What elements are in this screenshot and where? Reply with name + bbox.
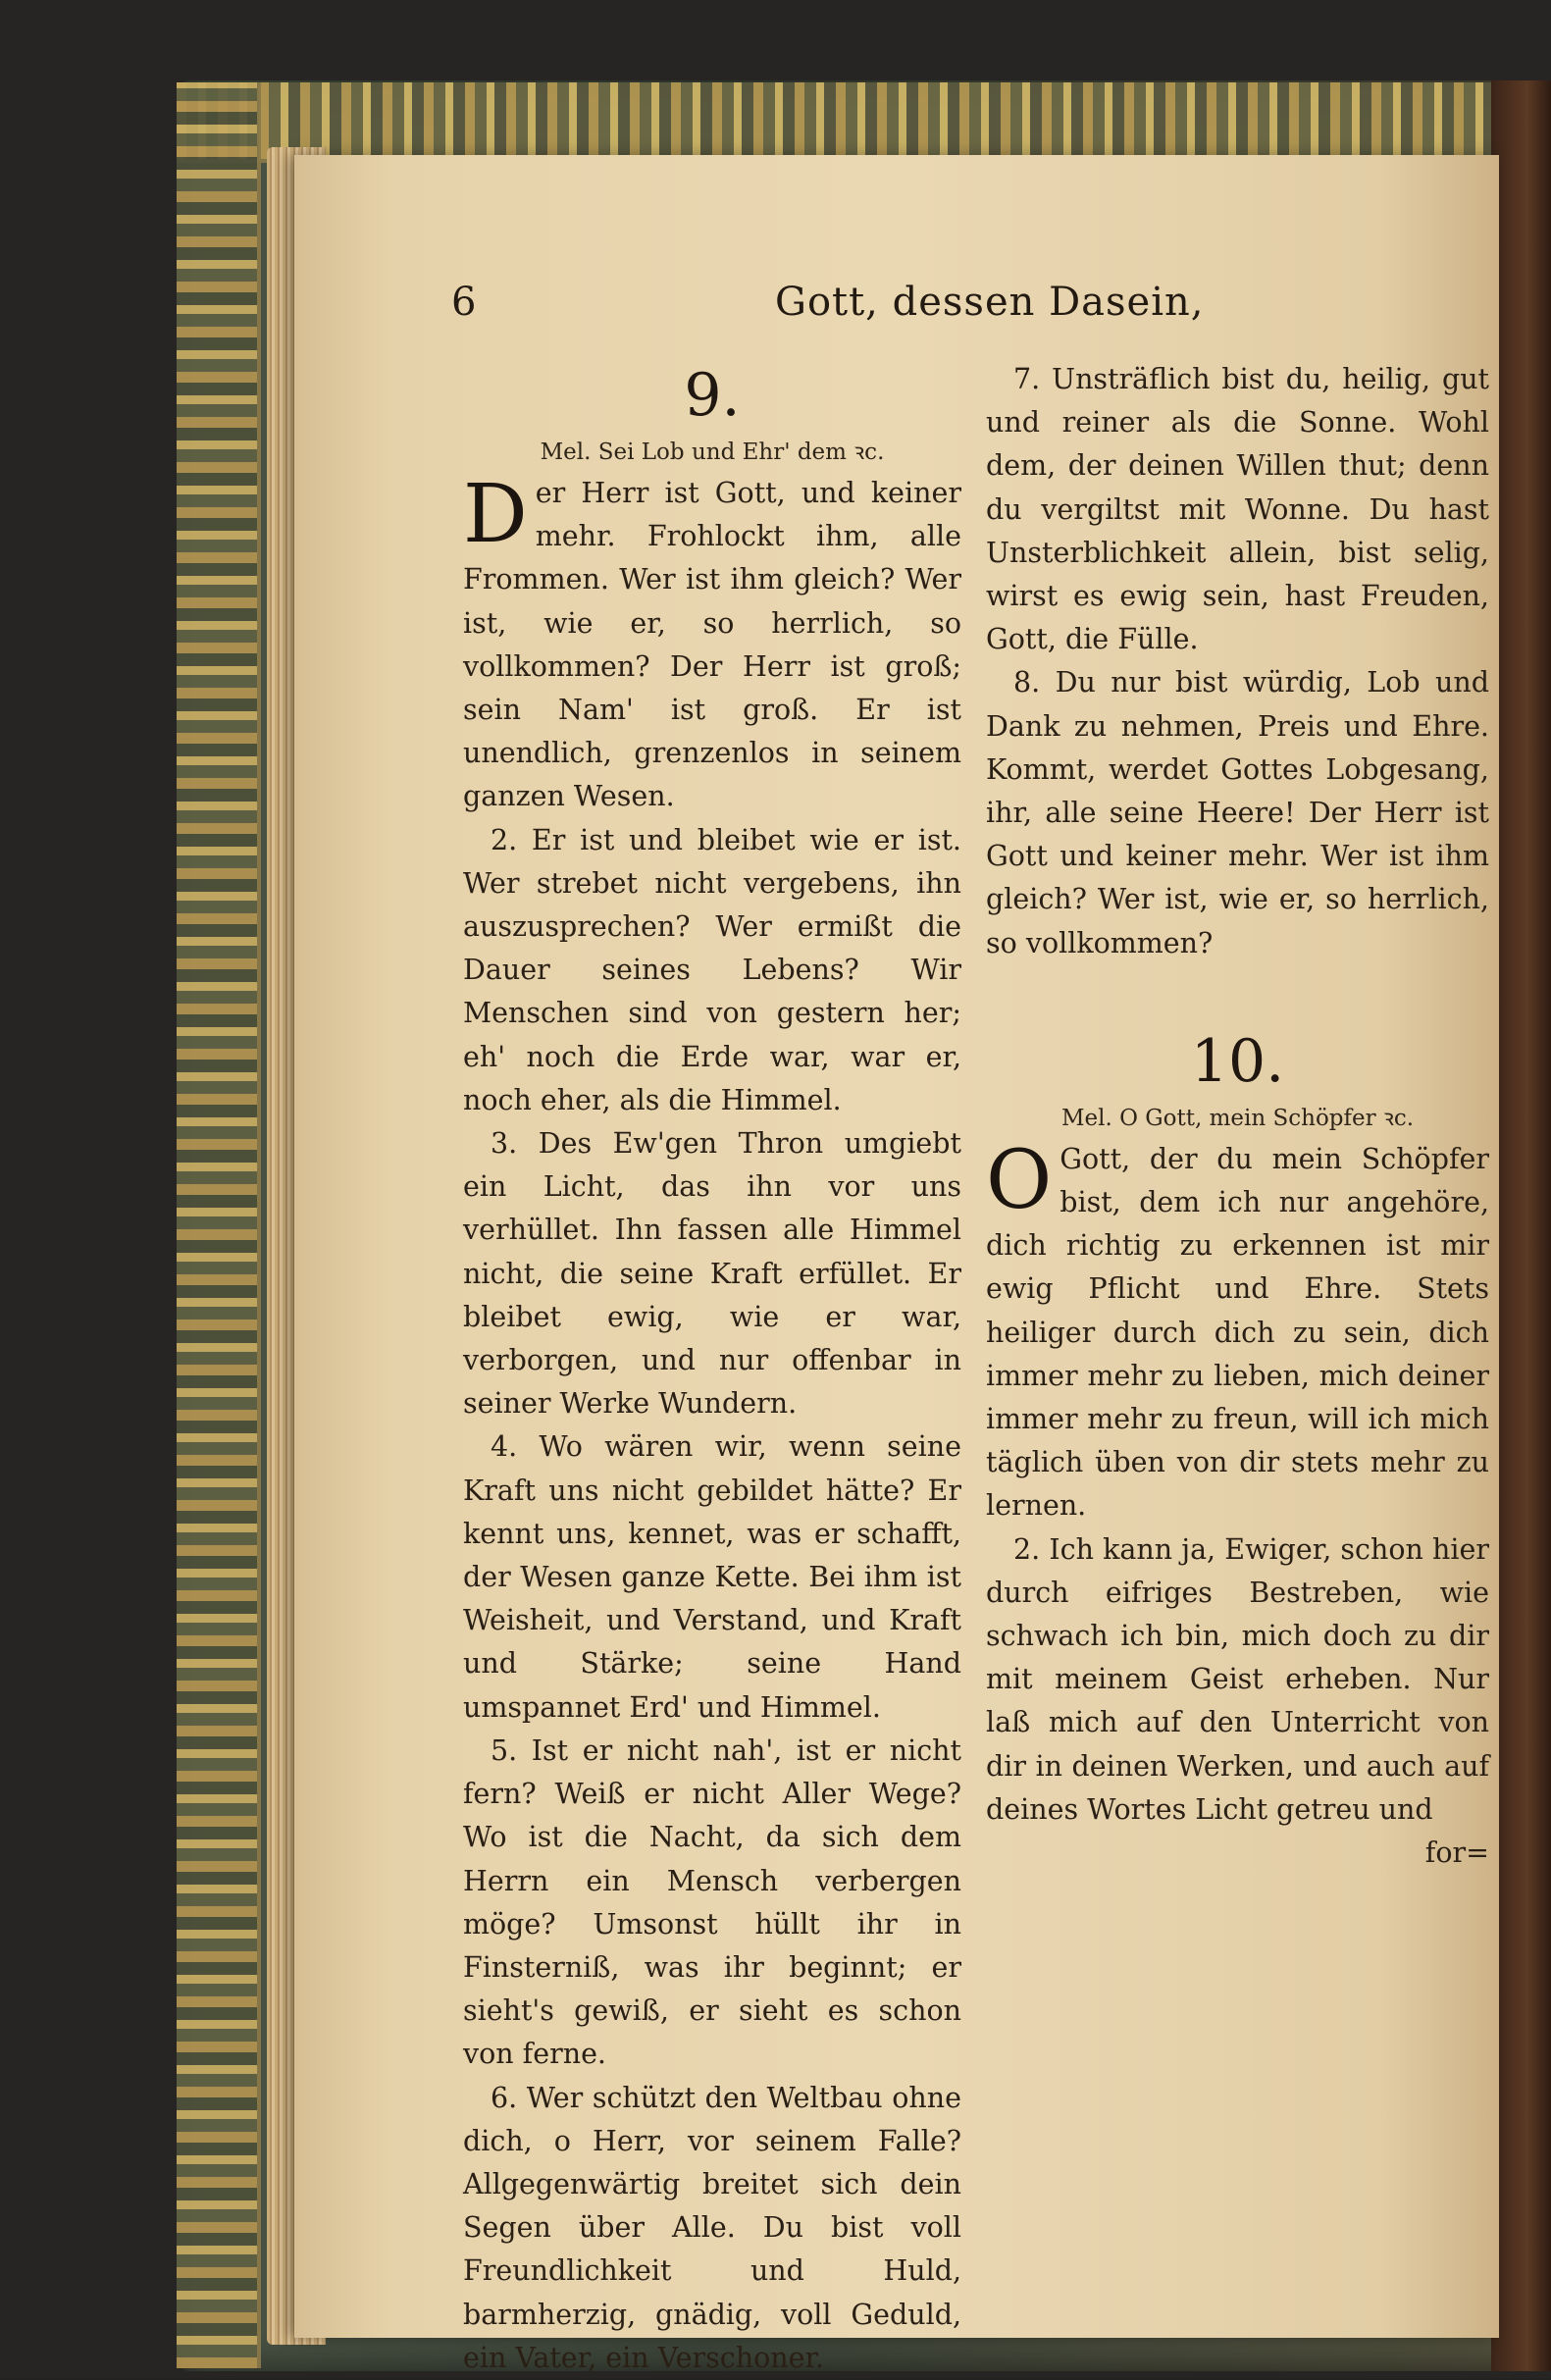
hymn-9-verse-1	[463, 468, 961, 819]
hymn-10-verse-2: 2. Ich kann ja, Ewiger, schon hier durch eifriges Bestreben, wie schwach ich bin, mich doch zu dir mit meinem Geist erheben. Nur laß mich auf den Unterricht von dir in deinen Werken, und auch auf deines Wortes Licht getreu und	[986, 1532, 1489, 1826]
page-header	[451, 280, 1452, 329]
decorative-border-left	[177, 82, 261, 2368]
hymn-9-verse-4: 4. Wo wären wir, wenn seine Kraft uns nicht gebildet hätte? Er kennt uns, kennet, was er schafft, der Wesen ganze Kette. Bei ihm ist Weisheit, und Verstand, und Kraft und Stärke; seine Hand umspannet Erd' und Himmel.	[463, 1430, 961, 1724]
hymn-10-verse-1	[986, 1133, 1489, 1528]
book-spine	[1491, 80, 1551, 2371]
hymn-10-melody: Mel. O Gott, mein Schöpfer ꝛc.	[1060, 1105, 1415, 1131]
catchword: for=	[1424, 1837, 1489, 1870]
running-title: Gott, dessen Dasein,	[775, 280, 1205, 325]
hymn-9-verse-3: 3. Des Ew'gen Thron umgiebt ein Licht, das ihn vor uns verhüllet. Ihn fassen alle Himmel nicht, die seine Kraft erfüllet. Er bleibet ewig, wie er war, verborgen, und nur offenbar in seiner Werke Wundern.	[463, 1127, 961, 1421]
hymn-9-verse-2: 2. Er ist und bleibet wie er ist. Wer strebet nicht vergebens, ihn auszusprechen? Wer ermißt die Dauer seines Lebens? Wir Menschen sind von gestern her; eh' noch die Erde war, war er, noch eher, als die Himmel.	[463, 823, 961, 1116]
hymn-9-verse-6: 6. Wer schützt den Weltbau ohne dich, o Herr, vor seinem Falle? Allgegenwärtig breitet sich dein Segen über Alle. Du bist voll Freundlichkeit und Huld, barmherzig, gnädig, voll Geduld, ein Vater, ein Verschoner.	[463, 2081, 961, 2374]
hymn-number-9: 9.	[684, 361, 741, 430]
drop-cap: D	[463, 468, 528, 561]
page-number: 6	[451, 280, 477, 325]
left-column	[463, 358, 961, 2380]
decorative-border-top	[177, 82, 1551, 163]
hymn-9-verse-7: 7. Unsträflich bist du, heilig, gut und reiner als die Sonne. Wohl dem, der deinen Willen thut; denn du vergiltst mit Wonne. Du hast Unsterblichkeit allein, bist selig, wirst es ewig sein, hast Freuden, Gott, die Fülle.	[986, 363, 1489, 656]
right-column	[986, 358, 1489, 1875]
section-spacer	[986, 965, 1489, 1024]
hymn-number-10: 10.	[1190, 1026, 1285, 1096]
hymn-9-verse-8: 8. Du nur bist würdig, Lob und Dank zu nehmen, Preis und Ehre. Kommt, werdet Gottes Lobgesang, ihr, alle seine Heere! Der Herr ist Gott und keiner mehr. Wer ist ihm gleich? Wer ist, wie er, so herrlich, so vollkommen?	[986, 666, 1489, 959]
drop-cap: O	[986, 1133, 1053, 1227]
hymn-9-melody: Mel. Sei Lob und Ehr' dem ꝛc.	[540, 440, 885, 465]
verse-text: Gott, der du mein Schöpfer bist, dem ich nur angehöre, dich richtig zu erkennen ist mir ewig Pflicht und Ehre. Stets heiliger durch dich zu sein, dich immer mehr zu lieben, mich deiner immer mehr zu freun, will ich mich täglich üben von dir stets mehr zu lernen.	[986, 1142, 1489, 1523]
verse-text: er Herr ist Gott, und keiner mehr. Frohlockt ihm, alle Frommen. Wer ist ihm gleich? Wer ist, wie er, so herrlich, so vollkommen? Der Herr ist groß; sein Nam' ist groß. Er ist unendlich, grenzenlos in seinem ganzen Wesen.	[463, 477, 961, 813]
hymn-9-verse-5: 5. Ist er nicht nah', ist er nicht fern? Weiß er nicht Aller Wege? Wo ist die Nacht, da sich dem Herrn ein Mensch verbergen möge? Umsonst hüllt ihr in Finsterniß, was ihr beginnt; er sieht's gewiß, er sieht es schon von ferne.	[463, 1733, 961, 2071]
